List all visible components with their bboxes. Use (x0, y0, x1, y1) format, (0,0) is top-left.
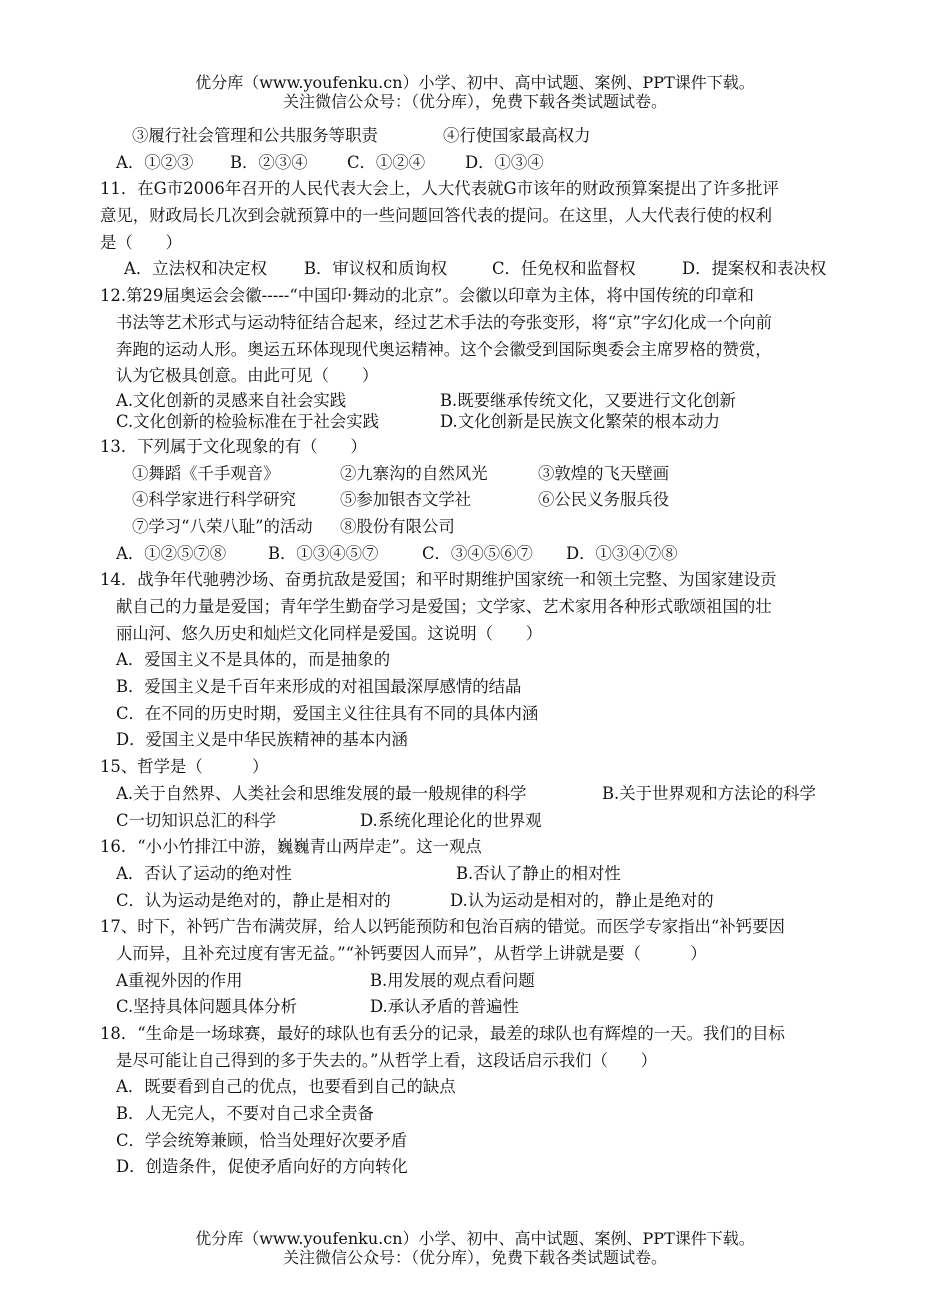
q11-line-3: 是（ ） (100, 232, 182, 252)
q14-line-2: 献自己的力量是爱国；青年学生勤奋学习是爱国；文学家、艺术家用各种形式歌颂祖国的壮 (116, 597, 772, 616)
q16-option-d: D.认为运动是相对的，静止是绝对的 (450, 890, 714, 910)
q16-option-b: B.否认了静止的相对性 (456, 863, 621, 883)
q12-option-d: D.文化创新是民族文化繁荣的根本动力 (440, 411, 721, 431)
q18-line-1: 18．“生命是一场球赛，最好的球队也有丢分的记录，最差的球队也有辉煌的一天。我们的目标 (100, 1024, 785, 1043)
q17-option-b: B.用发展的观点看问题 (370, 970, 535, 990)
page-footer (0, 1229, 950, 1267)
q10-options (100, 150, 860, 177)
q14-option-a: A．爱国主义不是具体的，而是抽象的 (116, 650, 391, 670)
q16-stem: 16．“小小竹排江中游，巍巍青山两岸走”。这一观点 (100, 837, 482, 857)
q14-option-b: B．爱国主义是千百年来形成的对祖国最深厚感情的结晶 (116, 677, 522, 697)
q13-item-6: ⑥公民义务服兵役 (538, 490, 670, 510)
q11-option-c: C．任免权和监督权 (492, 259, 636, 279)
q15-stem: 15、哲学是（ ） (100, 757, 269, 777)
q10-items (100, 123, 860, 150)
q18-option-d: D．创造条件，促使矛盾向好的方向转化 (116, 1157, 408, 1177)
q12-line-4: 认为它极具创意。由此可见（ ） (116, 366, 379, 386)
q14-option-c: C．在不同的历史时期，爱国主义往往具有不同的具体内涵 (116, 703, 539, 723)
q10-option-b: B．②③④ (230, 152, 308, 172)
q17-options-row-2 (100, 994, 860, 1021)
q14-line-3: 丽山河、悠久历史和灿烂文化同样是爱国。这说明（ ） (116, 623, 543, 643)
q13-item-1: ①舞蹈《千手观音》 (132, 463, 280, 483)
page-header (0, 73, 950, 111)
q15-options-row-2 (100, 808, 860, 835)
q15-option-c: C一切知识总汇的科学 (116, 810, 277, 830)
q16-options-row-2 (100, 888, 860, 915)
q17-option-c: C.坚持具体问题具体分析 (116, 997, 298, 1017)
q12-option-c: C.文化创新的检验标准在于社会实践 (116, 411, 380, 431)
q16-option-a: A．否认了运动的绝对性 (116, 863, 292, 883)
q11-line-1: 11．在G市2006年召开的人民代表大会上，人大代表就G市该年的财政预算案提出了许多批评 (100, 179, 779, 199)
q13-item-4: ④科学家进行科学研究 (132, 490, 296, 510)
q10-option-c: C．①②④ (347, 152, 426, 172)
q13-items-row-3 (100, 514, 860, 541)
q12-options-row-2 (100, 411, 860, 432)
q13-item-5: ⑤参加银杏文学社 (340, 490, 472, 510)
q14-option-d: D．爱国主义是中华民族精神的基本内涵 (116, 730, 408, 750)
q11-option-a: A．立法权和决定权 (124, 259, 267, 279)
q11-option-d: D．提案权和表决权 (682, 259, 827, 279)
q13-items-row-1 (100, 461, 860, 488)
q11-option-b: B．审议权和质询权 (304, 259, 448, 279)
q13-item-3: ③敦煌的飞天壁画 (538, 463, 670, 483)
q17-option-a: A重视外因的作用 (116, 970, 243, 990)
q12-line-1: 12.第29届奥运会会徽-----“中国印·舞动的北京”。会徽以印章为主体，将中国传统的印章和 (100, 286, 754, 306)
header-line-1: 优分库（www.youfenku.cn）小学、初中、高中试题、案例、PPT课件下载。 (195, 73, 755, 92)
q13-option-c: C．③④⑤⑥⑦ (422, 543, 533, 563)
footer-line-2: 关注微信公众号：（优分库），免费下载各类试题试卷。 (282, 1248, 667, 1267)
q12-line-3: 奔跑的运动人形。奥运五环体现现代奥运精神。这个会徽受到国际奥委会主席罗格的赞赏， (116, 339, 772, 359)
q15-options-row-1 (100, 781, 860, 808)
q16-options-row-1 (100, 861, 860, 888)
q13-option-a: A．①②⑤⑦⑧ (116, 543, 227, 563)
q18-option-b: B．人无完人，不要对自己求全责备 (116, 1104, 374, 1124)
q18-line-2: 是尽可能让自己得到的多于失去的。”从哲学上看，这段话启示我们（ ） (116, 1050, 658, 1070)
q11-line-2: 意见，财政局长几次到会就预算中的一些问题回答代表的提问。在这里，人大代表行使的权利 (100, 206, 773, 226)
q15-option-a: A.关于自然界、人类社会和思维发展的最一般规律的科学 (116, 783, 527, 803)
q13-option-b: B．①③④⑤⑦ (268, 543, 379, 563)
q13-item-7: ⑦学习“八荣八耻”的活动 (132, 516, 313, 536)
q15-option-d: D.系统化理论化的世界观 (360, 810, 542, 830)
q13-item-2: ②九寨沟的自然风光 (340, 463, 488, 483)
q13-item-8: ⑧股份有限公司 (340, 516, 455, 536)
q12-options-row-1 (100, 390, 860, 411)
q17-line-2: 人而异，且补充过度有害无益。”“补钙要因人而异”，从哲学上讲就是要（ ） (116, 943, 707, 963)
q10-item-3: ③履行社会管理和公共服务等职责 (132, 126, 378, 145)
q13-options (100, 541, 860, 568)
q10-option-d: D．①③④ (465, 152, 544, 172)
q13-option-d: D．①③④⑦⑧ (566, 543, 678, 563)
header-line-2: 关注微信公众号：（优分库），免费下载各类试题试卷。 (282, 92, 667, 111)
q14-line-1: 14．战争年代驰骋沙场、奋勇抗敌是爱国；和平时期维护国家统一和领土完整、为国家建设贡 (100, 570, 777, 590)
q13-items-row-2 (100, 487, 860, 514)
q10-option-a: A．①②③ (116, 152, 194, 172)
q17-options-row-1 (100, 968, 860, 995)
q11-options (100, 256, 860, 283)
q12-line-2: 书法等艺术形式与运动特征结合起来，经过艺术手法的夸张变形，将“京”字幻化成一个向前 (116, 312, 772, 332)
exam-content (100, 123, 860, 1181)
q16-option-c: C．认为运动是绝对的，静止是相对的 (116, 890, 391, 910)
footer-line-1: 优分库（www.youfenku.cn）小学、初中、高中试题、案例、PPT课件下载。 (195, 1229, 755, 1248)
q17-option-d: D.承认矛盾的普遍性 (370, 997, 519, 1017)
q18-option-c: C．学会统筹兼顾，恰当处理好次要矛盾 (116, 1130, 408, 1150)
q12-option-a: A.文化创新的灵感来自社会实践 (116, 390, 347, 410)
q18-option-a: A．既要看到自己的优点，也要看到自己的缺点 (116, 1077, 456, 1097)
q10-item-4: ④行使国家最高权力 (443, 126, 591, 145)
q17-line-1: 17、时下，补钙广告布满荧屏，给人以钙能预防和包治百病的错觉。而医学专家指出“补钙要因 (100, 917, 785, 937)
q12-option-b: B.既要继承传统文化，又要进行文化创新 (440, 390, 736, 410)
q13-stem: 13．下列属于文化现象的有（ ） (100, 436, 367, 456)
q15-option-b: B.关于世界观和方法论的科学 (602, 783, 816, 803)
